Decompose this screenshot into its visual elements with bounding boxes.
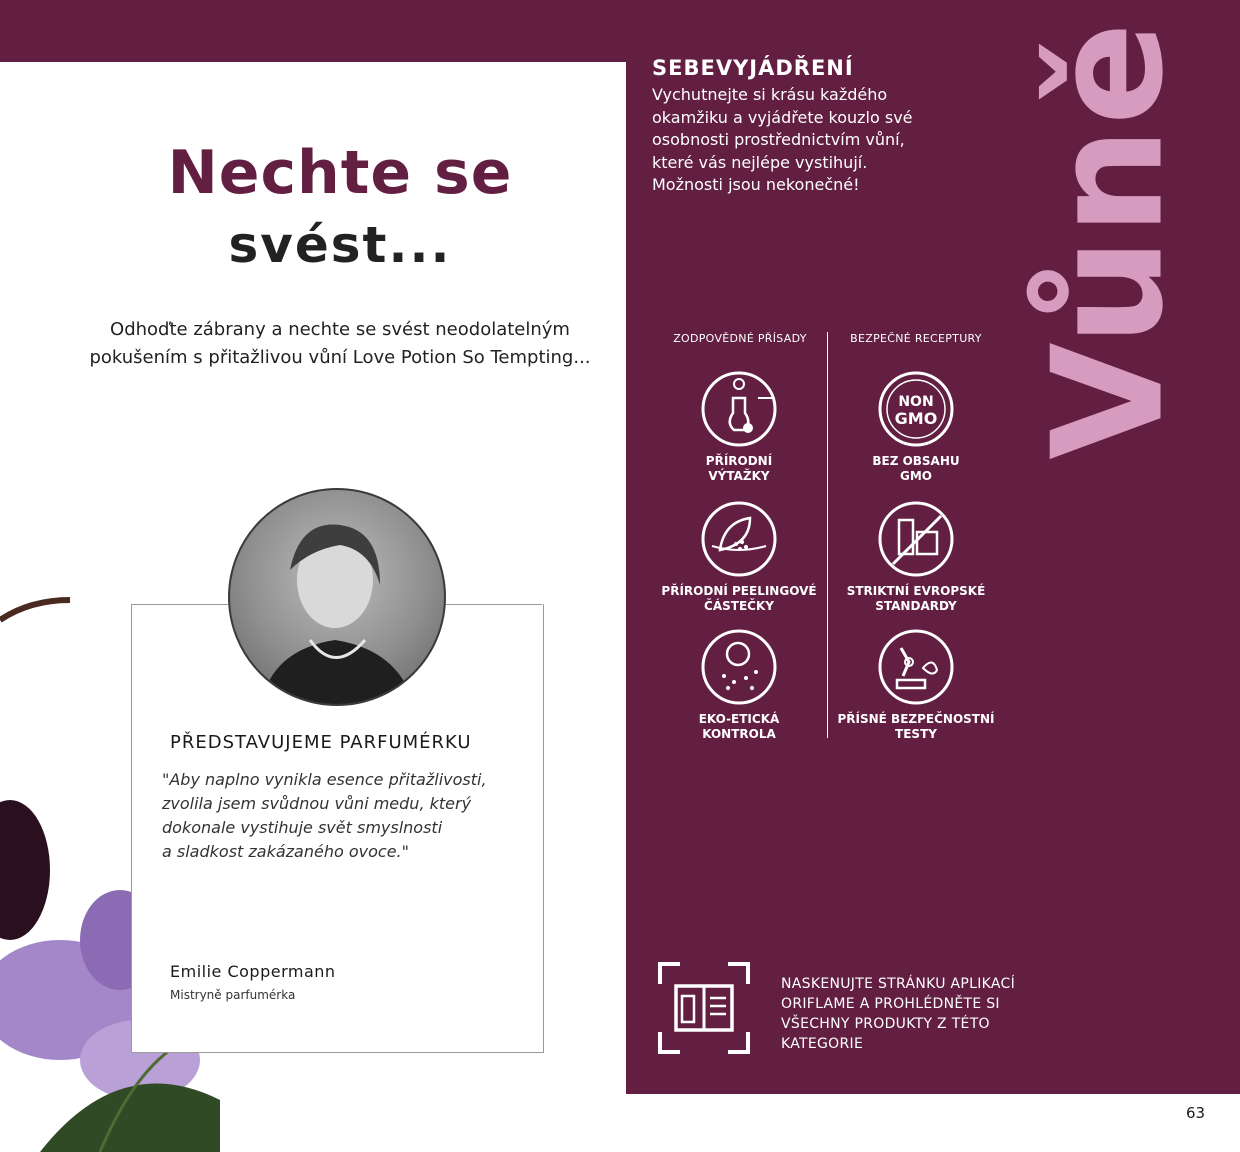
scan-instruction-text: NASKENUJTE STRÁNKU APLIKACÍ ORIFLAME A PROHLÉDNĚTE SI VŠECHNY PRODUKTY Z TÉTO KATEGORIE [781, 976, 1016, 1052]
eco-ethical-control-icon [698, 626, 780, 708]
vertical-category-title: Vůně [1019, 20, 1197, 460]
column-heading-formulas: BEZPEČNÉ RECEPTURY [850, 332, 982, 345]
feature-non-gmo [831, 368, 1001, 484]
feature-label: BEZ OBSAHU GMO [872, 454, 960, 483]
eu-standards-icon [875, 498, 957, 580]
page-number: 63 [1186, 1104, 1206, 1122]
feature-label: STRIKTNÍ EVROPSKÉ STANDARDY [846, 584, 986, 613]
natural-extracts-icon [698, 368, 780, 450]
column-heading-ingredients: ZODPOVĚDNÉ PŘÍSADY [673, 332, 807, 345]
portrait-illustration [230, 490, 446, 706]
feature-label: PŘÍRODNÍ PEELINGOVÉ ČÁSTEČKY [661, 584, 817, 613]
feature-label: PŘÍSNÉ BEZPEČNOSTNÍ TESTY [837, 712, 995, 741]
perfumer-name: Emilie Coppermann [170, 962, 336, 981]
headline-line-1: Nechte se [167, 138, 513, 208]
safety-testing-icon [875, 626, 957, 708]
headline-line-2: svést... [228, 216, 452, 274]
perfumer-role: Mistryně parfumérka [170, 988, 296, 1002]
feature-label: EKO-ETICKÁ KONTROLA [698, 712, 780, 741]
column-divider [827, 332, 828, 738]
badge-top-text: NON [898, 394, 934, 410]
feature-label: PŘÍRODNÍ VÝTAŽKY [705, 454, 773, 483]
card-border-segment [131, 604, 228, 605]
feature-natural-extracts [654, 368, 824, 484]
feature-safety-testing [831, 626, 1001, 742]
section-title: SEBEVYJÁDŘENÍ [652, 56, 854, 80]
feature-natural-exfoliants [654, 498, 824, 614]
feature-eco-ethical-control [654, 626, 824, 742]
natural-exfoliants-icon [698, 498, 780, 580]
non-gmo-icon [875, 368, 957, 450]
perfumer-quote: "Aby naplno vynikla esence přitažlivosti, zvolila jsem svůdnou vůni medu, který dokonale vystihuje svět smyslnosti a sladkost zakázaného ovoce." [162, 770, 487, 861]
section-text: Vychutnejte si krásu každého okamžiku a vyjádřete kouzlo své osobnosti prostřednictvím vůní, které vás nejlépe vystihují. Možnosti jsou nekonečné! [652, 85, 913, 194]
feature-eu-standards [831, 498, 1001, 614]
scan-app-icon [656, 960, 752, 1056]
card-border-segment [446, 604, 542, 605]
intro-text: Odhoďte zábrany a nechte se svést neodolatelným pokušením s přitažlivou vůní Love Potion So Tempting... [89, 319, 591, 368]
badge-bottom-text: GMO [894, 409, 938, 428]
perfumer-portrait [228, 488, 446, 706]
profile-heading: PŘEDSTAVUJEME PARFUMÉRKU [170, 732, 472, 753]
